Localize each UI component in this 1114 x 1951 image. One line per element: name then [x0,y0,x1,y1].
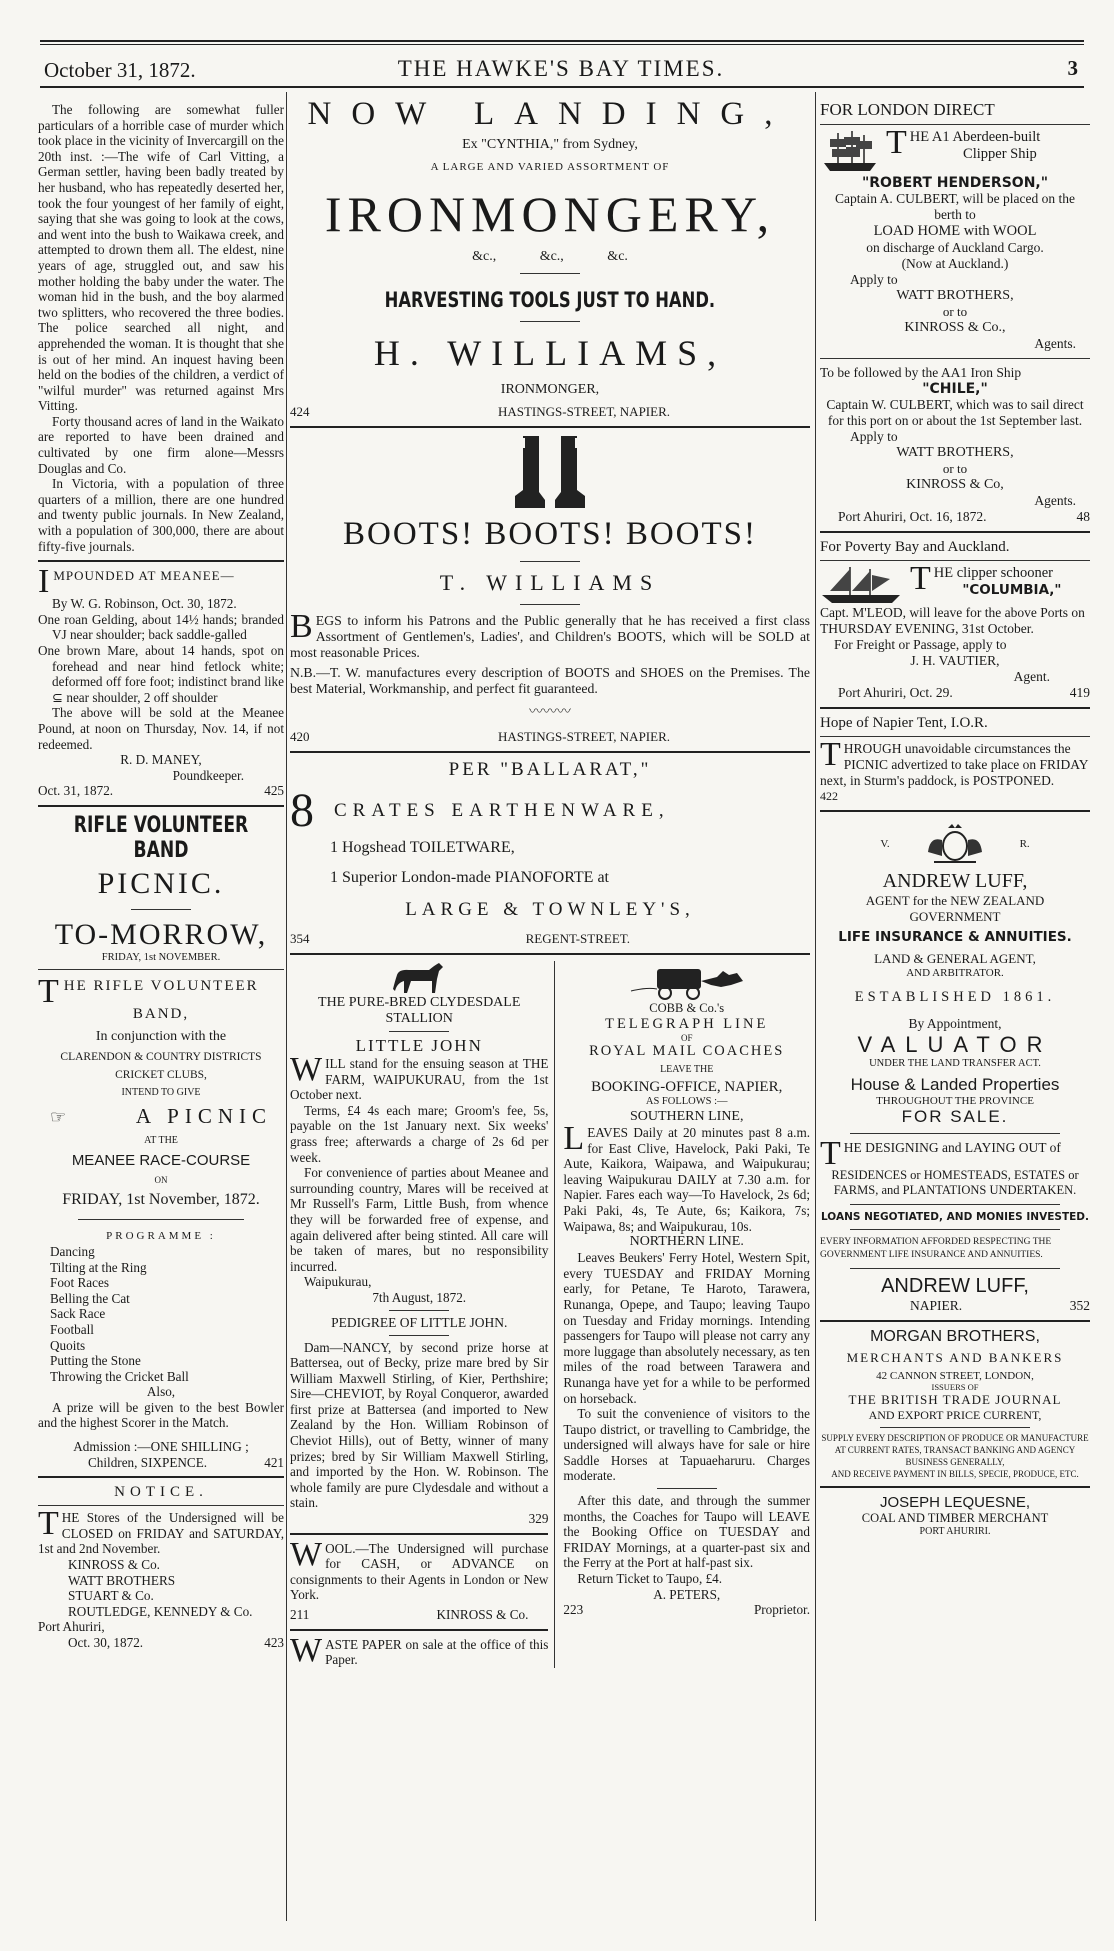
southern-body: EAVES Daily at 20 minutes past 8 a.m. for East Clive, Havelock, Paki Paki, Te Aute, Kaikora, Waipawa, and Waipukurau; leaving Waipukurau DAILY at 7.30 a.m. for Napier. Fares each way—To Havelock, 2s 6d; Paki Paki, 4s, Te Aute, 6s; Kaikora, 7s; Waipawa, 8s; and Waipukurau, 10s. [563,1125,810,1234]
issue-date: October 31, 1872. [44,58,196,82]
agents: Agents. [1034,493,1076,508]
programme-item: Quoits [50,1337,86,1353]
stallion-date: 7th August, 1872. [372,1289,467,1305]
or-to: or to [942,461,968,476]
murder-article: The following are somewhat fuller particulars of a horrible case of murder which took place in the vicinity of Invercargill on the 20th inst. :—The wife of Carl Vitting, a German settler, having been badly treated by her husband, who has repeatedly deserted her, took the four youngest of her family of eight, saying that she was going to look at the cows, and went into the bush to Waikawa creek, and attempted to drown them all. The eldest, nine years of age, struggled out, and saw his mother holding the baby under the water. The woman hid in the bush, and the boy alarmed two splitters, who recovered the three bodies. The police searched all night, and apprehended the woman. It is thought that she is out of her mind. An inquest having been held on the bodies of the children, a verdict of "wilful murder" was returned against Mrs Vitting. [38,102,284,414]
ad-number: 354 [290,931,310,946]
luff-agent: AGENT for the NEW ZEALAND GOVERNMENT [865,893,1045,924]
regent-street: REGENT-STREET. [525,931,630,946]
programme-item: Dancing [50,1243,95,1259]
london-captain: Captain A. CULBERT, will be placed on the berth to [834,191,1076,222]
ironmongery-advert [290,96,810,420]
programme-also: Also, [146,1384,176,1400]
london-date: Port Ahuriri, Oct. 16, 1872. [838,509,987,524]
divider [290,953,810,955]
stallion-terms: Terms, £4 4s each mare; Groom's fee, 5s, payable on the 1st January next. Six weeks' grass free; afterwards a charge of 2s 6d per week. [290,1102,549,1165]
picnic-advert [38,813,284,1470]
programme-item: Throwing the Cricket Ball [50,1368,189,1384]
stallion-body: ILL stand for the ensuing season at THE FARM, WAIPUKURAU, from the 1st October next. [290,1056,549,1103]
tent-heading: Hope of Napier Tent, I.O.R. [820,715,988,731]
now-at-auckland: (Now at Auckland.) [901,256,1009,271]
wool-firm: KINROSS & Co. [436,1607,529,1622]
telegraph-line: TELEGRAPH LINE [605,1016,769,1032]
kinross: KINROSS & Co, [906,477,1004,492]
coaches-role: Proprietor. [753,1602,810,1618]
stallion-place: Waipukurau, [304,1274,372,1290]
coaches-of: OF [680,1033,693,1043]
columbia: "COLUMBIA," [962,582,1062,598]
programme-item: Putting the Stone [50,1353,141,1369]
after-body: After this date, and through the summer months, the Coaches for Taupo will LEAVE the Booking Office on TUESDAY and FRIDAY Mornings, at a quarter-past six and the Ferry at the Port at half-past six. [563,1493,810,1571]
ad-number: 48 [1076,509,1090,524]
picnic-prize: A prize will be given to the best Bowler and the highest Scorer in the Match. [38,1399,284,1431]
luff-advert [820,822,1090,1314]
etc-line: &c., &c., &c. [472,249,628,264]
waikato-article: Forty thousand acres of land in the Waikato are reported to have been drained and cultivated by one firm alone—Messrs Douglas and Co. [38,413,284,476]
ad-number: 352 [1069,1298,1090,1313]
agent: Agent. [1013,669,1050,684]
coach-icon [627,961,747,1001]
residences: RESIDENCES or HOMESTEADS, ESTATES or FARMS, and PLANTATIONS UNDERTAKEN. [831,1168,1079,1197]
poverty-heading: For Poverty Bay and Auckland. [820,539,1010,555]
morgan-merchants: MERCHANTS AND BANKERS [846,1350,1064,1365]
per-ballarat: PER "BALLARAT," [448,759,652,780]
general-agent: LAND & GENERAL AGENT, [874,951,1036,966]
pointing-hand-icon: ☞ [50,1106,67,1127]
drop-cap: W [290,1535,323,1573]
morgan-receive: AND RECEIVE PAYMENT IN BILLS, SPECIE, PRODUCE, ETC. [831,1469,1079,1479]
pedigree-body: Dam—NANCY, by second prize horse at Battersea, out of Becky, prize mare bred by Sir William Maxwell Stirling, of Kier, Perthshire; Sire—CHEVIOT, by Royal Conqueror, awarded first prize at Battersea (and imported to New Zealand by the Hon. William Robinson of Cheviot Hills), out of Betty, winner of many prizes; bred by Sir William Maxwell Stirling, and imported by the Hon. W. Robinson. The whole family are pure Clydesdale and without a stain. [290,1339,549,1511]
victoria-article: In Victoria, with a population of three quarters of a million, there are one hundred and twenty public journals. In New Zealand, with a population of 300,000, there are about fifty-five journals. [38,476,284,554]
notice-body: HE Stores of the Undersigned will be CLOSED on FRIDAY and SATURDAY, 1st and 2nd November. [38,1510,284,1557]
wool-body: OOL.—The Undersigned will purchase for CASH, or ADVANCE on consignments to their Agents in London or New York. [290,1540,549,1603]
picnic-on: ON [154,1174,168,1185]
divider [820,1320,1090,1322]
closing-notice [38,1484,284,1650]
programme-heading: PROGRAMME : [106,1229,216,1242]
robert-henderson: "ROBERT HENDERSON," [861,175,1049,191]
coaches-signer: A. PETERS, [653,1586,721,1602]
pedigree-heading: PEDIGREE OF LITTLE JOHN. [331,1314,508,1330]
drop-cap: T [820,736,841,773]
picnic-date: FRIDAY, 1st November, 1872. [62,1190,260,1208]
now-landing: NOW LANDING, [307,96,793,132]
agents: Agents. [1034,336,1076,351]
crates-line: CRATES EARTHENWARE, [334,800,670,821]
stallion-title: THE PURE-BRED CLYDESDALE [318,995,521,1010]
morgan-name: MORGAN BROTHERS, [870,1328,1040,1345]
horse-icon [389,961,449,995]
ballarat-advert [290,759,810,947]
drop-cap: T [910,560,931,597]
programme-item: Sack Race [50,1306,106,1322]
harvest-line: HARVESTING TOOLS JUST TO HAND. [384,288,716,312]
boots-body: EGS to inform his Patrons and the Public generally that he has received a first class Assortment of Gentlemen's, Ladies', and Children's BOOTS, which will be SOLD at most reasonable Prices. [290,613,810,660]
firm-list [38,1557,284,1619]
impounded-item: One brown Mare, about 14 hands, spot on forehead and near hind fetlock white; deformed off fore foot; indistinct brand like ⊆ near shoulder, 2 off shoulder [38,643,284,705]
impounded-role: Poundkeeper. [172,767,244,783]
house-landed: House & Landed Properties [850,1075,1060,1094]
piano-line: 1 Superior London-made PIANOFORTE at [330,869,609,886]
picnic-clubs: CRICKET CLUBS, [115,1068,207,1081]
programme-item: Football [50,1321,94,1337]
drop-cap: T [38,972,61,1010]
impounded-item: One roan Gelding, about 14½ hands; branded VJ near shoulder; back saddle-galled [38,611,284,643]
column-divider [815,92,816,1921]
valuator: VALUATOR [857,1032,1053,1057]
apply-to: Apply to [850,272,898,287]
divider [820,810,1090,812]
lequesne-trade: COAL AND TIMBER MERCHANT [861,1511,1049,1525]
masthead [44,52,1078,84]
ad-number: 420 [290,729,310,744]
tent-notice [820,715,1090,804]
admission-children: Children, SIXPENCE. [88,1454,208,1470]
divider [290,751,810,753]
throughout: THROUGHOUT THE PROVINCE [876,1095,1034,1107]
ad-number: 419 [1069,685,1090,700]
picnic-clubs: CLARENDON & COUNTRY DISTRICTS [60,1050,262,1063]
chile-body: Captain W. CULBERT, which was to sail direct for this port on or about the 1st September last. [826,397,1084,428]
notice-date: Oct. 30, 1872. [68,1635,144,1650]
drop-cap: T [886,124,907,161]
divider [820,1486,1090,1488]
poverty-bay-advert [820,539,1090,701]
programme-list [38,1244,284,1384]
morgan-supply: SUPPLY EVERY DESCRIPTION OF PRODUCE OR MANUFACTURE AT CURRENT RATES, TRANSACT BANKING AND AGENCY BUSINESS GENERALLY, [821,1433,1089,1467]
firm-name: ROUTLEDGE, KENNEDY & Co. [68,1603,253,1619]
t-williams: T. WILLIAMS [439,570,661,595]
boots-address: HASTINGS-STREET, NAPIER. [497,729,670,744]
land-transfer: UNDER THE LAND TRANSFER ACT. [869,1058,1041,1069]
impounded-by: By W. G. Robinson, Oct. 30, 1872. [52,596,237,612]
ironmongery-address: HASTINGS-STREET, NAPIER. [497,404,670,419]
or-to: or to [942,304,968,319]
ad-number: 425 [264,783,284,799]
morgan-advert [820,1328,1090,1480]
page-number: 3 [1067,56,1078,80]
booking-office: BOOKING-OFFICE, NAPIER, [591,1079,783,1095]
luff-name: ANDREW LUFF, [882,870,1028,892]
cobb-firm: COBB & Co.'s [649,1001,725,1015]
life-insurance: LIFE INSURANCE & ANNUITIES. [838,929,1072,945]
luff-name: ANDREW LUFF, [881,1275,1029,1297]
northern-line: NORTHERN LINE. [629,1234,744,1250]
column-right [820,92,1090,1921]
drop-cap: T [820,1135,841,1172]
column-middle [290,92,810,1921]
impounded-sale: The above will be sold at the Meanee Pound, at noon on Thursday, Nov. 14, if not redeemed. [38,705,284,752]
ironmonger: IRONMONGER, [500,382,600,397]
ad-number: 211 [290,1607,310,1622]
boots-nb: N.B.—T. W. manufactures every description of BOOTS and SHOES on the Premises. The best Material, Workmanship, and perfect fit guaranteed. [290,665,810,696]
apply-to: Apply to [850,429,898,444]
band-title: RIFLE VOLUNTEER BAND [73,812,249,863]
boots-headline: BOOTS! BOOTS! BOOTS! [342,516,758,552]
impounded-heading: MPOUNDED AT MEANEE— [53,568,235,584]
followed-by: To be followed by the AA1 Iron Ship [820,365,1022,380]
designing: HE DESIGNING and LAYING OUT of [843,1140,1061,1155]
top-rule [40,40,1084,42]
notice-heading: NOTICE. [114,1484,208,1501]
load-home: LOAD HOME with WOOL [873,223,1037,239]
watt-brothers: WATT BROTHERS, [896,445,1014,460]
ad-number: 422 [820,789,838,803]
ship-icon [820,129,880,175]
band-line: HE RIFLE VOLUNTEER [63,977,259,994]
firm-name: WATT BROTHERS [68,1572,176,1588]
column-left [38,92,284,1921]
london-heading: FOR LONDON DIRECT [820,100,995,119]
poverty-body: Capt. M'LEOD, will leave for the above Ports on THURSDAY EVENING, 31st October. [820,605,1085,636]
ad-number: 223 [563,1602,584,1618]
impounded-date: Oct. 31, 1872. [38,783,114,799]
divider [290,426,810,428]
watt-brothers: WATT BROTHERS, [896,288,1014,303]
info: EVERY INFORMATION AFFORDED RESPECTING THE GOVERNMENT LIFE INSURANCE AND ANNUITIES. [820,1237,1052,1260]
newspaper-title: THE HAWKE'S BAY TIMES. [397,56,725,81]
appointment: By Appointment, [908,1016,1002,1031]
large-townley: LARGE & TOWNLEY'S, [405,899,695,920]
a-picnic: A PICNIC [135,1103,272,1128]
divider [820,531,1090,533]
leave-the: LEAVE THE [660,1064,714,1075]
programme-item: Tilting at the Ring [50,1259,147,1275]
tent-body: HROUGH unavoidable circumstances the PICNIC advertized to take place on FRIDAY next, in Sturm's paddock, is POSTPONED. [820,741,1088,788]
impounded-notice [38,563,284,799]
divider [38,805,284,807]
hogshead-line: 1 Hogshead TOILETWARE, [330,839,515,856]
divider [38,560,284,562]
notice-place: Port Ahuriri, [38,1619,105,1635]
ironmongery-heading: IRONMONGERY, [324,186,776,242]
band-line: BAND, [132,1005,190,1022]
waste-paper-advert [290,1631,549,1669]
masthead-rule [40,86,1084,88]
poverty-ship: HE clipper schooner [933,565,1053,581]
vautier: J. H. VAUTIER, [910,653,1000,668]
return-ticket: Return Ticket to Taupo, £4. [577,1571,723,1587]
picnic-intend: INTEND TO GIVE [121,1086,201,1098]
drop-cap: I [38,563,51,601]
stallion-convenience: For convenience of parties about Meanee and surrounding country, Mares will be received at Mr Russell's Farm, Little Bush, from whence they will be forwarded free of expense, and again delivered after being stinted. All care will be taken of mares, but no responsibility incurred. [290,1165,549,1274]
crest-left: V. [880,838,890,850]
southern-line: SOUTHERN LINE, [629,1109,744,1124]
coaches-advert [555,961,810,1668]
ad-number: 421 [264,1454,284,1470]
drop-cap: T [38,1505,59,1543]
stallion-title: STALLION [385,1011,453,1026]
drop-cap: L [563,1120,585,1157]
divider [38,1476,284,1478]
northern-body: Leaves Beukers' Ferry Hotel, Western Spit, every TUESDAY and FRIDAY Morning early, for Petane, Te Haroto, Tarawera, Runanga, Opepe, and Taupo; leaving Taupo on Tuesday and Friday mornings. Intending passengers for Taupo will please not carry any more luggage than absolutely necessary, as ten miles of the road between Tarawera and Runanga have yet for a while to be performed on horseback. [563,1250,810,1406]
kinross: KINROSS & Co., [904,320,1006,335]
ad-number: 423 [264,1635,284,1650]
ex-cynthia: Ex "CYNTHIA," from Sydney, [462,137,638,152]
lequesne-place: PORT AHURIRI. [919,1526,991,1537]
waste-body: ASTE PAPER on sale at the office of this Paper. [325,1636,549,1668]
issuers: ISSUERS OF [931,1382,979,1392]
drop-cap: W [290,1631,323,1669]
h-williams: H. WILLIAMS, [373,333,727,373]
stallion-name: LITTLE JOHN [355,1036,483,1055]
auckland-cargo: on discharge of Auckland Cargo. [866,240,1044,255]
programme-item: Foot Races [50,1275,109,1291]
trade-journal: THE BRITISH TRADE JOURNAL [848,1392,1062,1407]
picnic-at-the: AT THE [144,1134,178,1146]
poverty-date: Port Ahuriri, Oct. 29. [838,685,953,700]
poverty-freight: For Freight or Passage, apply to [834,637,1007,652]
royal-crest-icon [920,822,990,866]
crest-right: R. [1019,838,1030,850]
tomorrow-heading: TO-MORROW, [54,917,268,951]
divider [820,707,1090,709]
chile: "CHILE," [922,381,988,397]
picnic-friday: FRIDAY, 1st NOVEMBER. [101,951,221,963]
drop-cap: W [290,1051,323,1088]
top-rule-thin [40,44,1084,45]
programme-item: Belling the Cat [50,1290,130,1306]
london-ship: Clipper Ship [963,146,1037,162]
lequesne-advert [820,1494,1090,1537]
export-price: AND EXPORT PRICE CURRENT, [868,1408,1042,1422]
ad-number: 424 [290,404,310,419]
flourish-icon: 〰〰〰 [529,705,571,720]
royal-mail: ROYAL MAIL COACHES [589,1043,785,1059]
wool-advert [290,1535,549,1623]
london-shipping-advert [820,100,1090,525]
boots-icon [505,434,595,510]
for-sale: FOR SALE. [901,1107,1009,1126]
column-divider [286,92,287,1921]
assortment: A LARGE AND VARIED ASSORTMENT OF [430,161,670,173]
impounded-signer: R. D. MANEY, [120,752,202,768]
stallion-advert [290,961,555,1668]
london-ship: HE A1 Aberdeen-built [909,129,1041,145]
schooner-icon [820,565,904,605]
morgan-address: 42 CANNON STREET, LONDON, [876,1370,1034,1382]
luff-town: NAPIER. [910,1298,963,1313]
arbitrator: AND ARBITRATOR. [906,967,1004,979]
picnic-title: PICNIC. [97,866,225,900]
picnic-conjunction: In conjunction with the [95,1028,227,1044]
ad-number: 329 [528,1511,549,1527]
admission: Admission :—ONE SHILLING ; [73,1439,249,1455]
loans: LOANS NEGOTIATED, AND MONIES INVESTED. [820,1211,1089,1223]
boots-advert [290,434,810,745]
as-follows: AS FOLLOWS :— [645,1096,728,1107]
crates-number: 8 [290,784,314,837]
drop-cap: B [290,608,313,645]
race-course: MEANEE RACE-COURSE [71,1151,251,1169]
lequesne-name: JOSEPH LEQUESNE, [879,1494,1031,1511]
firm-name: STUART & Co. [68,1588,154,1604]
firm-name: KINROSS & Co. [68,1557,160,1573]
established: ESTABLISHED 1861. [854,989,1056,1005]
taupo-body: To suit the convenience of visitors to the Taupo district, or travelling to Cambridge, the undersigned will always have for sale or hire Saddle Horses at Tapuaeharuru. Charges moderate. [563,1406,810,1484]
